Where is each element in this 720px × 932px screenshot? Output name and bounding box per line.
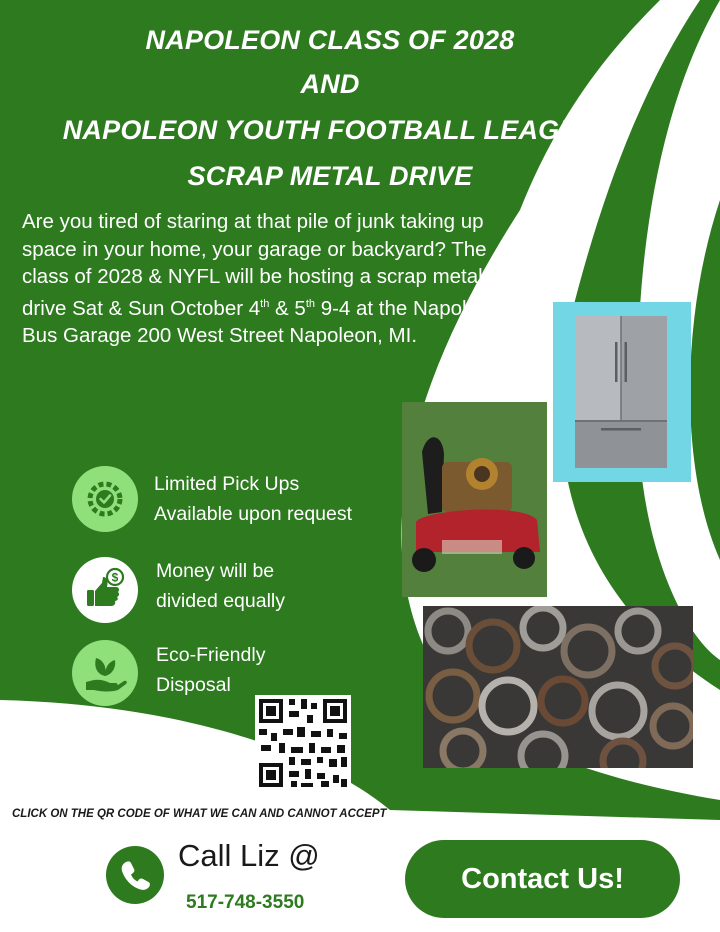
scrap-wheels-photo xyxy=(423,606,693,768)
intro-paragraph xyxy=(22,208,522,349)
feature-2-line-2: divided equally xyxy=(156,590,286,612)
title-line-1: NAPOLEON CLASS OF 2028 xyxy=(145,25,515,55)
feature-3-line-2: Disposal xyxy=(156,674,231,696)
phone-number[interactable]: 517-748-3550 xyxy=(186,892,305,913)
intro-sup-1: th xyxy=(260,297,270,310)
intro-text-1: Are you tired of staring at that pile of junk taking up space in your home, your garage or backyard? The class of 2028 & NYFL will be hosting a scrap metal drive Sat & Sun October 4 xyxy=(22,210,487,320)
qr-code-note: CLICK ON THE QR CODE OF WHAT WE CAN AND CANNOT ACCEPT xyxy=(12,808,387,820)
intro-sup-2: th xyxy=(305,297,315,310)
lawn-mower-photo xyxy=(402,402,547,597)
phone-icon xyxy=(106,846,164,904)
gear-check-icon xyxy=(72,466,138,532)
intro-text-2: & 5 xyxy=(269,296,306,320)
feature-1-line-2: Available upon request xyxy=(154,503,353,525)
feature-2-line-1: Money will be xyxy=(156,560,275,582)
feature-eco-friendly xyxy=(156,640,265,700)
intro-text-3: 9-4 at the Napoleon Bus Garage 200 West Street Napoleon, MI. xyxy=(22,296,501,347)
refrigerator-photo xyxy=(553,302,691,482)
feature-3-line-1: Eco-Friendly xyxy=(156,644,266,666)
feature-limited-pickups xyxy=(154,469,352,529)
contact-us-button[interactable]: Contact Us! xyxy=(405,840,680,918)
svg-text:$: $ xyxy=(111,570,119,585)
title-line-2: AND xyxy=(300,69,360,99)
hand-leaf-icon xyxy=(72,640,138,706)
call-label: Call Liz @ xyxy=(178,838,320,873)
qr-code[interactable] xyxy=(255,695,351,791)
thumbs-up-dollar-icon xyxy=(72,557,138,623)
feature-money-divided xyxy=(156,556,285,616)
title-line-3: NAPOLEON YOUTH FOOTBALL LEAGUE xyxy=(62,115,598,145)
title-line-4: SCRAP METAL DRIVE xyxy=(187,161,473,191)
feature-1-line-1: Limited Pick Ups xyxy=(154,473,300,495)
